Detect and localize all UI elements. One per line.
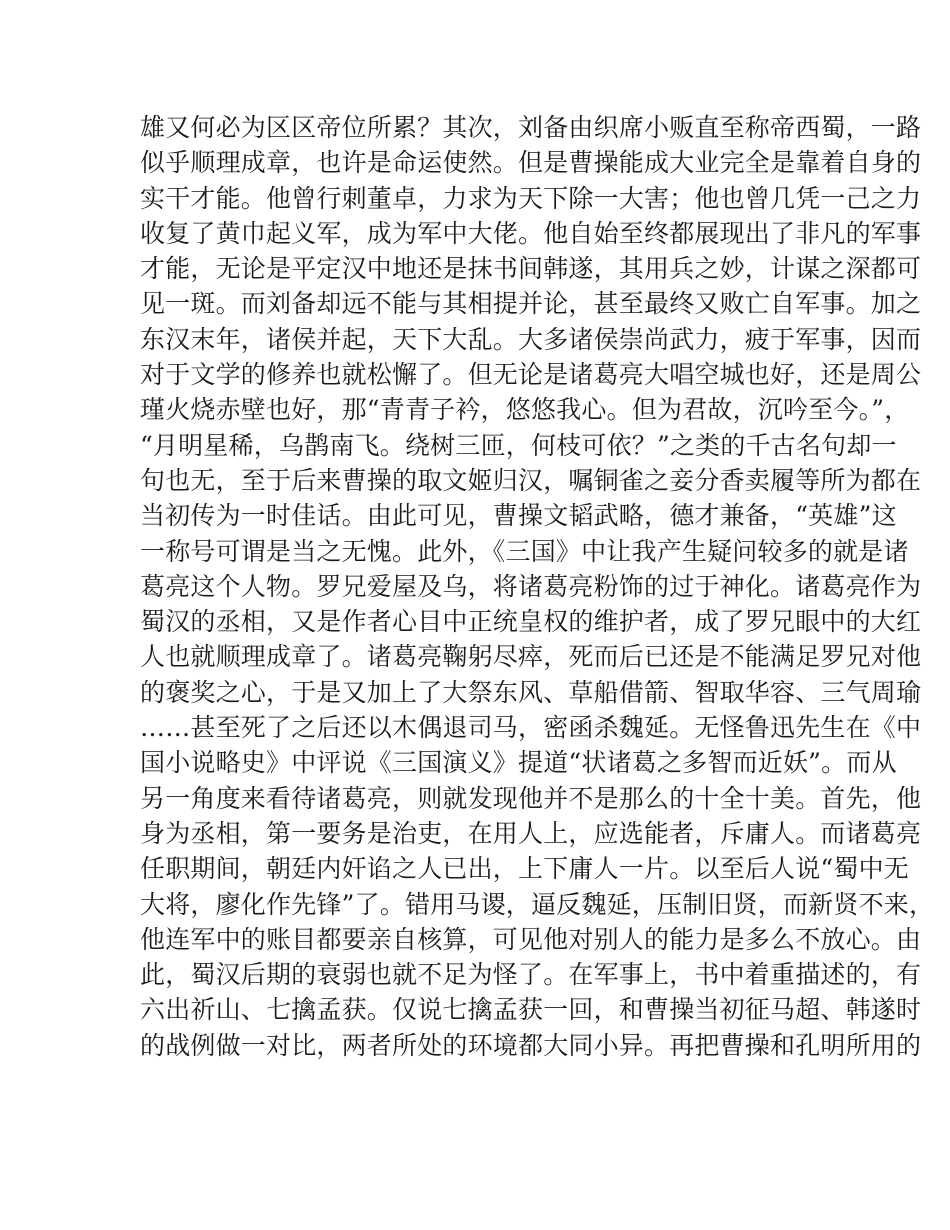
text-line: 六出祈山、七擒孟获。仅说七擒孟获一回，和曹操当初征马超、韩遂时 — [140, 995, 922, 1025]
text-line: 另一角度来看待诸葛亮，则就发现他并不是那么的十全十美。首先，他 — [140, 783, 922, 813]
text-line: “月明星稀，乌鹊南飞。绕树三匝，何枝可依？”之类的千古名句却一 — [140, 430, 897, 460]
text-line: 实干才能。他曾行刺董卓，力求为天下除一大害；他也曾几凭一己之力 — [140, 183, 922, 213]
text-line: 的褒奖之心，于是又加上了大祭东风、草船借箭、智取华容、三气周瑜 — [140, 677, 922, 707]
text-line: 的战例做一对比，两者所处的环境都大同小异。再把曹操和孔明所用的 — [140, 1030, 922, 1060]
text-line: 国小说略史》中评说《三国演义》提道“状诸葛之多智而近妖”。而从 — [140, 748, 897, 778]
text-line: 任职期间，朝廷内奸谄之人已出，上下庸人一片。以至后人说“蜀中无 — [140, 854, 909, 884]
text-line: 见一斑。而刘备却远不能与其相提并论，甚至最终又败亡自军事。加之 — [140, 289, 922, 319]
text-line: 对于文学的修养也就松懈了。但无论是诸葛亮大唱空城也好，还是周公 — [140, 360, 922, 390]
text-line: 收复了黄巾起义军，成为军中大佬。他自始至终都展现出了非凡的军事 — [140, 218, 922, 248]
text-line: 东汉末年，诸侯并起，天下大乱。大多诸侯崇尚武力，疲于军事，因而 — [140, 324, 922, 354]
body-text — [140, 110, 935, 1063]
text-line: ……甚至死了之后还以木偶退司马，密函杀魏延。无怪鲁迅先生在《中 — [140, 713, 922, 743]
text-line: 人也就顺理成章了。诸葛亮鞠躬尽瘁，死而后已还是不能满足罗兄对他 — [140, 642, 922, 672]
text-line: 蜀汉的丞相，又是作者心目中正统皇权的维护者，成了罗兄眼中的大红 — [140, 607, 922, 637]
text-line: 句也无，至于后来曹操的取文姬归汉，嘱铜雀之妾分香卖履等所为都在 — [140, 465, 922, 495]
text-line: 当初传为一时佳话。由此可见，曹操文韬武略，德才兼备，“英雄”这 — [140, 501, 897, 531]
text-line: 此，蜀汉后期的衰弱也就不足为怪了。在军事上，书中着重描述的，有 — [140, 960, 922, 990]
text-line: 才能，无论是平定汉中地还是抹书间韩遂，其用兵之妙，计谋之深都可 — [140, 254, 922, 284]
text-line: 大将，廖化作先锋”了。错用马谡，逼反魏延，压制旧贤，而新贤不来， — [140, 889, 935, 919]
text-line: 一称号可谓是当之无愧。此外，《三国》中让我产生疑问较多的就是诸 — [140, 536, 909, 566]
text-line: 他连军中的账目都要亲自核算，可见他对别人的能力是多么不放心。由 — [140, 924, 922, 954]
text-line: 瑾火烧赤壁也好，那“青青子衿，悠悠我心。但为君故，沉吟至今。”， — [140, 395, 910, 425]
text-line: 葛亮这个人物。罗兄爱屋及乌，将诸葛亮粉饰的过于神化。诸葛亮作为 — [140, 571, 922, 601]
text-line: 身为丞相，第一要务是治吏，在用人上，应选能者，斥庸人。而诸葛亮 — [140, 818, 922, 848]
text-line: 似乎顺理成章，也许是命运使然。但是曹操能成大业完全是靠着自身的 — [140, 148, 922, 178]
text-line: 雄又何必为区区帝位所累？其次，刘备由织席小贩直至称帝西蜀，一路 — [140, 113, 922, 142]
